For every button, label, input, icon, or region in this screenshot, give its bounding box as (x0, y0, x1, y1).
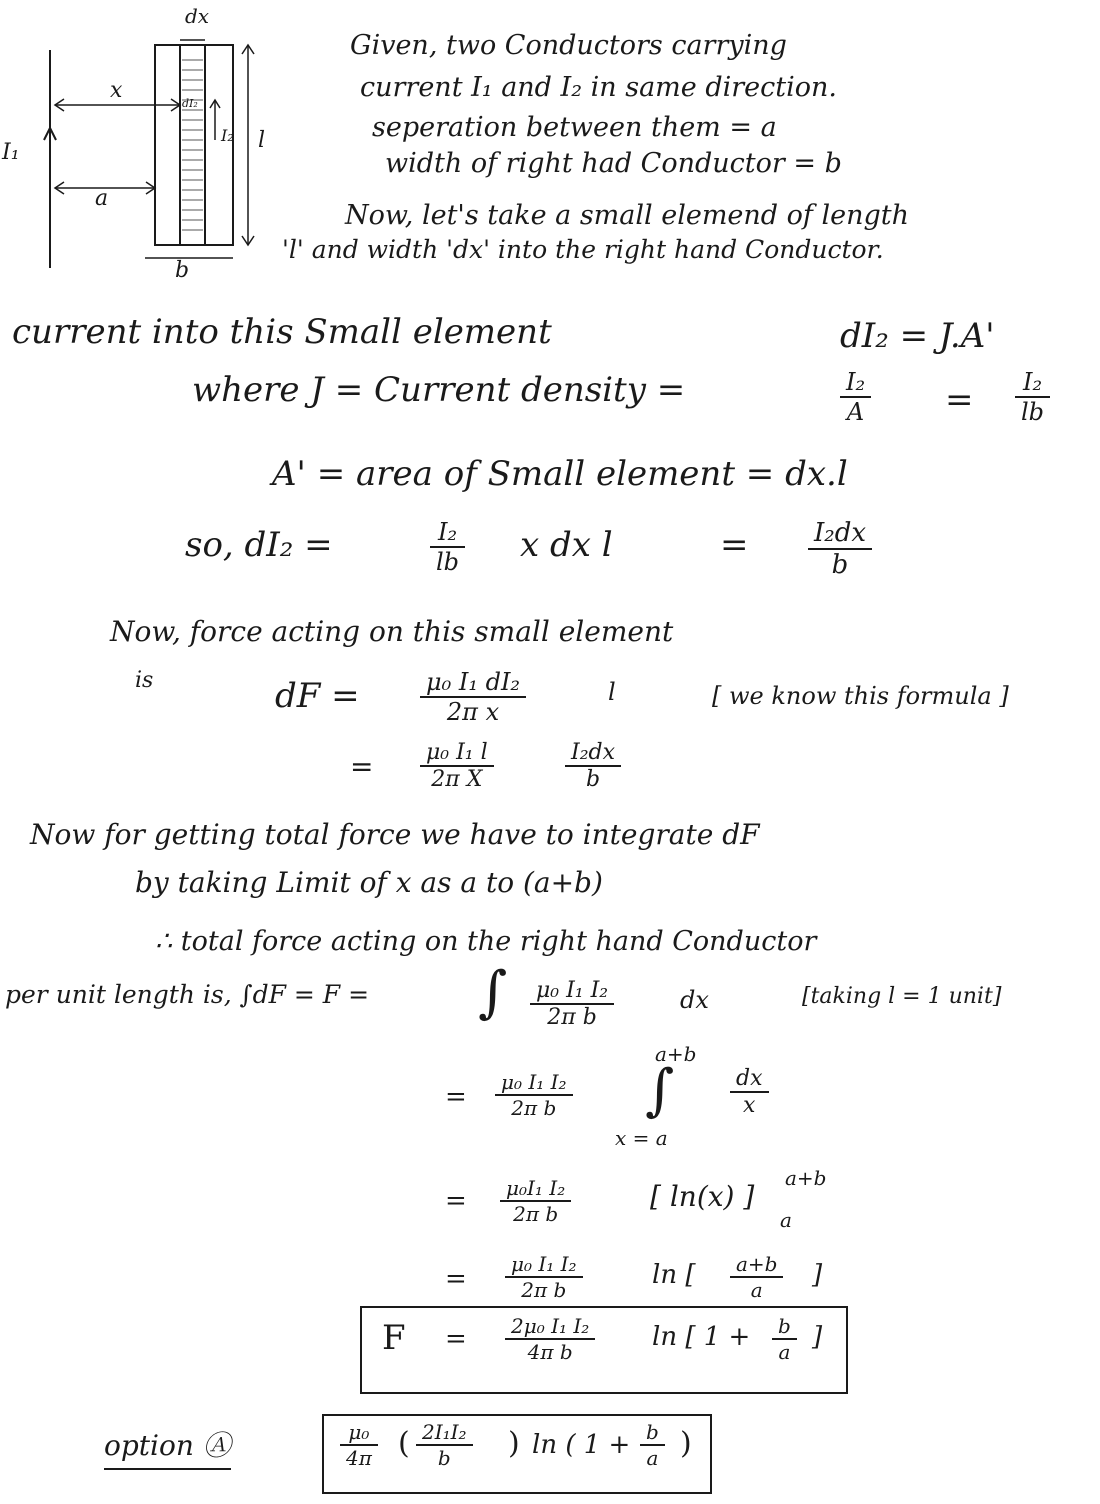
integral-sign: ∫ (478, 960, 508, 1025)
so-equals: = (720, 525, 749, 565)
is-text: is (135, 668, 154, 693)
j-frac-1: $\frac{\text{I₂}}{A}$ (840, 368, 871, 426)
lower-limit: x = a (615, 1126, 668, 1150)
answer-i-frac: $\frac{\text{2I₁I₂}}{b}$ (416, 1420, 473, 1470)
where-text: where J = Current density = (192, 370, 686, 410)
area-equation: A' = area of Small element = dx.l (272, 454, 848, 494)
step3-frac: $\frac{\text{μ₀ I₁ I₂}}{\text{2π b}}$ (505, 1252, 583, 1302)
df2-frac-b: $\frac{\text{I₂dx}}{b}$ (565, 740, 621, 792)
result-ln: ln [ 1 + (652, 1322, 751, 1352)
total-line-2: per unit length is, ∫dF = F = (5, 980, 370, 1009)
current-equation: dI₂ = J.A' (840, 316, 995, 356)
label-l: l (258, 128, 266, 153)
label-x: x (110, 78, 123, 103)
option-label: option Ⓐ (104, 1424, 231, 1470)
conductor-diagram (0, 0, 290, 290)
upper-limit: a+b (655, 1042, 697, 1066)
answer-ba-frac: $\frac{b}{a}$ (640, 1420, 665, 1470)
total-frac: $\frac{\text{μ₀ I₁ I₂}}{\text{2π b}}$ (530, 978, 614, 1030)
unit-note: [taking l = 1 unit] (802, 984, 1002, 1009)
label-di2: dI₂ (182, 97, 198, 110)
step2-equals: = (445, 1186, 467, 1216)
df2-equals: = (350, 750, 374, 783)
label-a: a (95, 186, 109, 211)
result-ba-frac: $\frac{b}{a}$ (772, 1314, 797, 1364)
total-dx: dx (680, 986, 709, 1014)
j-frac-2: $\frac{\text{I₂}}{lb}$ (1015, 368, 1050, 426)
diagram-svg (0, 0, 290, 290)
integrate-line-2: by taking Limit of x as a to (a+b) (135, 866, 603, 899)
so-mid: x dx l (520, 525, 613, 565)
answer-open: ( (398, 1426, 410, 1461)
step3-equals: = (445, 1264, 467, 1294)
label-b: b (175, 258, 190, 283)
step2-upper: a+b (785, 1166, 827, 1190)
current-text: current into this Small element (12, 312, 552, 352)
integrate-line-1: Now for getting total force we have to integrate dF (30, 818, 760, 851)
so-frac-2: $\frac{\text{I₂dx}}{b}$ (808, 518, 872, 580)
df-l: l (608, 678, 616, 706)
step1-frac: $\frac{\text{μ₀ I₁ I₂}}{\text{2π b}}$ (495, 1070, 573, 1120)
label-i2: I₂ (221, 126, 234, 145)
answer-mu-frac: $\frac{\text{μ₀}}{4\pi}$ (340, 1420, 378, 1470)
result-equals: = (445, 1324, 467, 1354)
step2-frac: $\frac{\text{μ₀I₁ I₂}}{\text{2π b}}$ (500, 1176, 571, 1226)
df2-frac-a: $\frac{\text{μ₀ I₁ l}}{\text{2π X}}$ (420, 740, 494, 792)
step3-ab-frac: $\frac{a+b}{a}$ (730, 1252, 783, 1302)
step3-ln: ln [ (652, 1260, 696, 1290)
label-i1: I₁ (2, 140, 20, 165)
given-line-5: Now, let's take a small elemend of length (345, 200, 910, 231)
total-line-1: ∴ total force acting on the right hand Conductor (155, 926, 817, 957)
df-frac: $\frac{\text{μ₀ I₁ dI₂}}{\text{2π x}}$ (420, 668, 526, 726)
given-line-2: current I₁ and I₂ in same direction. (360, 72, 837, 103)
result-frac: $\frac{\text{2μ₀ I₁ I₂}}{\text{4π b}}$ (505, 1314, 595, 1364)
given-line-6: 'l' and width 'dx' into the right hand Conductor. (282, 235, 884, 264)
df-label: dF = (275, 676, 360, 716)
formula-note: [ we know this formula ] (712, 682, 1009, 710)
given-line-4: width of right had Conductor = b (385, 148, 842, 179)
step1-dx-frac: $\frac{dx}{x}$ (730, 1066, 769, 1118)
step2-bracket: [ ln(x) ] (650, 1180, 755, 1213)
step1-equals: = (445, 1082, 467, 1112)
answer-close: ) (508, 1426, 520, 1461)
answer-close-2: ) (680, 1426, 692, 1461)
now-force-text: Now, force acting on this small element (110, 615, 674, 648)
step2-lower: a (780, 1208, 792, 1232)
label-dx: dx (185, 4, 210, 28)
so-text: so, dI₂ = (185, 525, 333, 565)
result-F: F (382, 1318, 406, 1358)
result-close: ] (812, 1322, 823, 1352)
answer-ln: ln ( 1 + (532, 1430, 631, 1460)
given-line-3: seperation between them = a (372, 112, 777, 143)
integral-sign-2: ∫ (645, 1058, 675, 1123)
j-equals: = (945, 380, 974, 420)
so-frac: $\frac{\text{I₂}}{lb}$ (430, 518, 465, 576)
step3-close: ] (812, 1260, 823, 1290)
given-line-1: Given, two Conductors carrying (350, 30, 787, 61)
